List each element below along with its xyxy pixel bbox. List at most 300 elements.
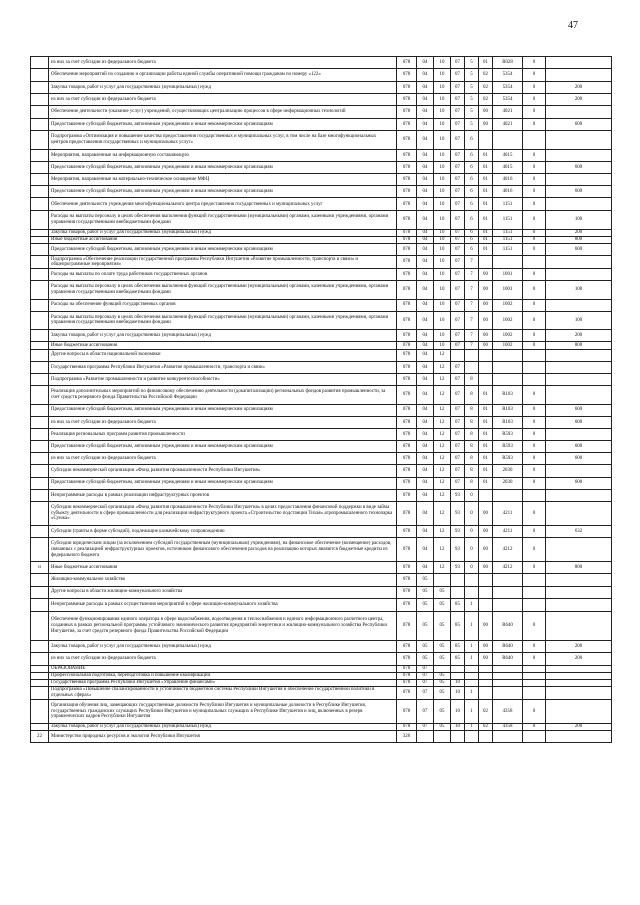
activity-code: 00 [479, 330, 493, 342]
subprogram-code [465, 586, 479, 598]
expense-name: Профессиональная подготовка, переподготовка и повышение квалификации [49, 672, 397, 679]
ministry-code: 078 [397, 611, 417, 641]
direction-code [493, 489, 523, 501]
extra-code: 0 [523, 502, 546, 526]
subprogram-code [465, 574, 479, 586]
section-code: 04 [417, 81, 434, 93]
budget-table-body [31, 57, 612, 743]
extra-code: 0 [523, 269, 546, 281]
subsection-code: 10 [434, 244, 451, 256]
direction-code: 4016 [493, 174, 523, 186]
row-index [31, 386, 49, 404]
subsection-code: 12 [434, 349, 451, 361]
row-index [31, 679, 49, 686]
activity-code [479, 574, 493, 586]
extra-code: 0 [523, 428, 546, 440]
expense-name: Подпрограмма «Оптимизация и повышение качества предоставления государственных и муниципальных услуг, в том числе на базе многофункциональных центров предоставления государственных и муниципальных услуг» [49, 131, 397, 149]
ministry-code: 078 [397, 174, 417, 186]
row-index [31, 665, 49, 672]
ministry-code: 078 [397, 453, 417, 465]
expense-type-code [546, 131, 612, 149]
table-row [31, 211, 612, 229]
direction-code: 1151 [493, 244, 523, 256]
table-row [31, 106, 612, 119]
subsection-code: 05 [434, 653, 451, 665]
subprogram-code: 0 [465, 526, 479, 538]
program-code: 10 [451, 687, 465, 700]
table-row [31, 731, 612, 743]
extra-code [523, 665, 546, 672]
activity-code [479, 361, 493, 373]
activity-code: 02 [479, 723, 493, 730]
ministry-code: 078 [397, 665, 417, 672]
row-index [31, 174, 49, 186]
activity-code: 02 [479, 94, 493, 106]
extra-code: 0 [523, 342, 546, 349]
extra-code: 0 [523, 723, 546, 730]
section-code: 04 [417, 244, 434, 256]
ministry-code: 078 [397, 465, 417, 477]
table-row [31, 349, 612, 361]
subprogram-code: 5 [465, 69, 479, 82]
section-code: 04 [417, 256, 434, 269]
row-index [31, 416, 49, 428]
table-row [31, 489, 612, 501]
subsection-code: 12 [434, 428, 451, 440]
expense-name: Расходы на выплаты по оплате труда работников государственных органов [49, 269, 397, 281]
direction-code: 4015 [493, 149, 523, 161]
ministry-code: 078 [397, 687, 417, 700]
expense-name: Мероприятия, направленные на информационную составляющую [49, 149, 397, 161]
row-index [31, 477, 49, 489]
subprogram-code: 5 [465, 119, 479, 131]
section-code: 04 [417, 299, 434, 311]
direction-code: 2030 [493, 477, 523, 489]
expense-type-code [546, 69, 612, 82]
expense-name: Подпрограмма «Обеспечение реализации государственной программы Республики Ингушетия «Развитие промышленности, транспорта и связи» и общепрограммные мероприятия» [49, 256, 397, 269]
direction-code: 1001 [493, 281, 523, 299]
ministry-code: 078 [397, 57, 417, 69]
expense-name: Субсидии некоммерческой организации «Фонд развития промышленности Республики Ингушетия» в целях предоставления финансовой поддержки в виде займа субъекту деятельности в сфере промышленности для реализации инфраструктурного проекта «Строительство подстанции Тихая» агропромышленного технопарка «Сунжа» [49, 502, 397, 526]
ministry-code: 078 [397, 244, 417, 256]
extra-code: 0 [523, 81, 546, 93]
table-row [31, 699, 612, 723]
expense-type-code: 100 [546, 211, 612, 229]
row-index [31, 161, 49, 173]
subsection-code: 05 [434, 679, 451, 686]
section-code: 04 [417, 477, 434, 489]
expense-type-code: 600 [546, 161, 612, 173]
activity-code: 01 [479, 428, 493, 440]
program-code: 07 [451, 81, 465, 93]
direction-code [493, 256, 523, 269]
direction-code [493, 672, 523, 679]
expense-name: Государственная программа Республики Ингушетия «Управление финансами» [49, 679, 397, 686]
direction-code: 4212 [493, 538, 523, 562]
section-code: 07 [417, 672, 434, 679]
program-code: 07 [451, 57, 465, 69]
expense-type-code [546, 731, 612, 743]
section-code: 07 [417, 699, 434, 723]
table-row [31, 538, 612, 562]
row-index [31, 687, 49, 700]
section-code: 05 [417, 641, 434, 653]
extra-code: 0 [523, 281, 546, 299]
row-index [31, 281, 49, 299]
subsection-code: 10 [434, 149, 451, 161]
subsection-code: 10 [434, 211, 451, 229]
page-number: 47 [568, 20, 578, 31]
section-code: 04 [417, 538, 434, 562]
direction-code: R640 [493, 641, 523, 653]
subsection-code: 12 [434, 386, 451, 404]
expense-type-code: 600 [546, 441, 612, 453]
extra-code: 0 [523, 330, 546, 342]
budget-table [30, 56, 612, 743]
direction-code [493, 679, 523, 686]
subsection-code: 05 [434, 641, 451, 653]
expense-name: Расходы на выплаты персоналу в целях обеспечения выполнения функций государственными (муниципальными) органами, казенными учреждениями, органами управления государственными внебюджетными фондами [49, 281, 397, 299]
section-code: 04 [417, 386, 434, 404]
expense-name: Закупка товаров, работ и услуг для государственных (муниципальных) нужд [49, 81, 397, 93]
section-code: 04 [417, 361, 434, 373]
section-code: 04 [417, 69, 434, 82]
subsection-code: 10 [434, 57, 451, 69]
subprogram-code: 1 [465, 653, 479, 665]
extra-code: 0 [523, 57, 546, 69]
expense-type-code: 100 [546, 311, 612, 329]
activity-code: 00 [479, 119, 493, 131]
expense-name: из них за счет субсидии из федерального бюджета [49, 653, 397, 665]
ministry-code: 078 [397, 186, 417, 198]
subsection-code: 10 [434, 69, 451, 82]
expense-type-code: 600 [546, 477, 612, 489]
subprogram-code: 6 [465, 244, 479, 256]
direction-code: 5354 [493, 94, 523, 106]
expense-type-code [546, 465, 612, 477]
program-code: 85 [451, 611, 465, 641]
program-code: 07 [451, 428, 465, 440]
direction-code: 1001 [493, 269, 523, 281]
expense-type-code: 600 [546, 453, 612, 465]
expense-type-code: 600 [546, 244, 612, 256]
expense-name: из них за счет субсидии из федерального бюджета [49, 416, 397, 428]
extra-code: 0 [523, 477, 546, 489]
table-row [31, 119, 612, 131]
activity-code: 00 [479, 641, 493, 653]
subsection-code: 12 [434, 373, 451, 385]
table-row [31, 269, 612, 281]
expense-type-code [546, 538, 612, 562]
program-code: 07 [451, 269, 465, 281]
expense-type-code [546, 174, 612, 186]
ministry-code: 078 [397, 477, 417, 489]
subprogram-code: 7 [465, 342, 479, 349]
table-row [31, 598, 612, 611]
subprogram-code: 7 [465, 330, 479, 342]
subprogram-code: 6 [465, 211, 479, 229]
expense-name: Подпрограмма «Повышение сбалансированности и устойчивости бюджетной системы Республики Ингушетия и обеспечение государственной политики в отдельных сферах» [49, 687, 397, 700]
expense-name: Расходы на обеспечение функций государственных органов [49, 299, 397, 311]
ministry-code: 078 [397, 679, 417, 686]
subprogram-code: 8 [465, 465, 479, 477]
subprogram-code: 6 [465, 131, 479, 149]
subprogram-code [465, 672, 479, 679]
direction-code: 4021 [493, 119, 523, 131]
expense-type-code: 600 [546, 119, 612, 131]
subprogram-code: 8 [465, 404, 479, 416]
program-code: 07 [451, 404, 465, 416]
subsection-code: 10 [434, 94, 451, 106]
expense-name: Обеспечение функционирования единого оператора в сфере водоснабжения, водоотведения и теплоснабжения и единого информационного расчетного центра, созданных в рамках региональной программы устойчивого экономического развития предприятий энергетики и жилищно-коммунального хозяйства Республики Ингушетия, за счет средств резервного фонда Правительства Российской Федерации [49, 611, 397, 641]
expense-type-code [546, 428, 612, 440]
activity-code: 01 [479, 404, 493, 416]
activity-code: 01 [479, 229, 493, 236]
program-code: 07 [451, 229, 465, 236]
table-row [31, 428, 612, 440]
extra-code [523, 361, 546, 373]
expense-type-code [546, 672, 612, 679]
extra-code [523, 349, 546, 361]
program-code: 93 [451, 502, 465, 526]
section-code: 04 [417, 229, 434, 236]
ministry-code: 078 [397, 489, 417, 501]
expense-name: Субсидии некоммерческой организации «Фонд развития промышленности Республики Ингушетия» [49, 465, 397, 477]
program-code: 07 [451, 69, 465, 82]
ministry-code: 078 [397, 94, 417, 106]
row-index [31, 69, 49, 82]
activity-code: 01 [479, 236, 493, 243]
extra-code [523, 586, 546, 598]
expense-name: Жилищно-коммунальное хозяйство [49, 574, 397, 586]
section-code: 04 [417, 161, 434, 173]
activity-code: 00 [479, 311, 493, 329]
program-code: 07 [451, 453, 465, 465]
activity-code [479, 256, 493, 269]
ministry-code: 078 [397, 106, 417, 119]
section-code: 04 [417, 373, 434, 385]
section-code: 04 [417, 198, 434, 211]
direction-code: R593 [493, 453, 523, 465]
section-code: 04 [417, 281, 434, 299]
activity-code: 01 [479, 465, 493, 477]
activity-code: 01 [479, 386, 493, 404]
activity-code: 01 [479, 441, 493, 453]
extra-code: 0 [523, 244, 546, 256]
direction-code: 1002 [493, 342, 523, 349]
ministry-code: 078 [397, 598, 417, 611]
direction-code: 1002 [493, 299, 523, 311]
row-index [31, 149, 49, 161]
table-row [31, 526, 612, 538]
subsection-code: 12 [434, 416, 451, 428]
row-index [31, 465, 49, 477]
section-code: 04 [417, 342, 434, 349]
subsection-code: 10 [434, 186, 451, 198]
expense-type-code [546, 386, 612, 404]
table-row [31, 361, 612, 373]
section-code: 04 [417, 94, 434, 106]
expense-type-code [546, 574, 612, 586]
direction-code [493, 731, 523, 743]
row-index [31, 489, 49, 501]
activity-code [479, 373, 493, 385]
direction-code [493, 373, 523, 385]
subsection-code: 10 [434, 256, 451, 269]
activity-code [479, 598, 493, 611]
expense-name: Обеспечение деятельности (оказание услуг) учреждений, осуществляющих централизацию процессов в сфере информационных технологий [49, 106, 397, 119]
program-code: 93 [451, 489, 465, 501]
expense-name: из них за счет субсидии из федерального бюджета [49, 57, 397, 69]
table-row [31, 562, 612, 574]
table-row [31, 186, 612, 198]
expense-name: Субсидии (гранты в форме субсидий), подлежащие казначейскому сопровождению [49, 526, 397, 538]
table-row [31, 653, 612, 665]
activity-code: 01 [479, 244, 493, 256]
expense-type-code [546, 256, 612, 269]
row-index [31, 131, 49, 149]
direction-code [493, 131, 523, 149]
program-code: 07 [451, 465, 465, 477]
activity-code: 01 [479, 186, 493, 198]
subsection-code: 12 [434, 477, 451, 489]
section-code: 04 [417, 453, 434, 465]
direction-code: 5354 [493, 69, 523, 82]
program-code: 07 [451, 186, 465, 198]
row-index [31, 269, 49, 281]
extra-code: 0 [523, 161, 546, 173]
extra-code: 0 [523, 453, 546, 465]
activity-code: 00 [479, 299, 493, 311]
program-code: 93 [451, 538, 465, 562]
program-code: 07 [451, 211, 465, 229]
program-code: 10 [451, 699, 465, 723]
program-code: 93 [451, 526, 465, 538]
direction-code: R593 [493, 441, 523, 453]
table-row [31, 131, 612, 149]
row-index [31, 299, 49, 311]
row-index [31, 330, 49, 342]
expense-type-code [546, 502, 612, 526]
subsection-code: 05 [434, 723, 451, 730]
expense-name: из них за счет субсидии из федерального бюджета [49, 94, 397, 106]
subsection-code: 10 [434, 131, 451, 149]
subprogram-code: 8 [465, 428, 479, 440]
row-index [31, 342, 49, 349]
extra-code: 0 [523, 465, 546, 477]
subprogram-code: 0 [465, 538, 479, 562]
activity-code: 00 [479, 653, 493, 665]
ministry-code: 078 [397, 269, 417, 281]
program-code [451, 665, 465, 672]
ministry-code: 078 [397, 699, 417, 723]
ministry-code: 078 [397, 119, 417, 131]
table-row [31, 404, 612, 416]
subprogram-code: 5 [465, 94, 479, 106]
expense-type-code [546, 489, 612, 501]
subsection-code: 12 [434, 502, 451, 526]
activity-code: 00 [479, 611, 493, 641]
expense-name: Мероприятия, направленные на материально-техническое оснащение МФЦ [49, 174, 397, 186]
direction-code: 4211 [493, 526, 523, 538]
subprogram-code: 8 [465, 416, 479, 428]
section-code: 04 [417, 330, 434, 342]
row-index [31, 349, 49, 361]
ministry-code: 078 [397, 236, 417, 243]
table-row [31, 672, 612, 679]
subprogram-code: 1 [465, 598, 479, 611]
row-index [31, 574, 49, 586]
subprogram-code: 8 [465, 386, 479, 404]
ministry-code: 078 [397, 229, 417, 236]
subprogram-code: 1 [465, 699, 479, 723]
subsection-code [434, 574, 451, 586]
table-row [31, 611, 612, 641]
expense-type-code: 800 [546, 236, 612, 243]
extra-code: 0 [523, 653, 546, 665]
subprogram-code: 5 [465, 57, 479, 69]
program-code [451, 574, 465, 586]
program-code [451, 586, 465, 598]
table-row [31, 687, 612, 700]
program-code: 07 [451, 330, 465, 342]
expense-type-code [546, 611, 612, 641]
direction-code: R103 [493, 404, 523, 416]
direction-code: 4212 [493, 562, 523, 574]
expense-name: Реализация региональных программ развития промышленности [49, 428, 397, 440]
row-index [31, 502, 49, 526]
activity-code: 01 [479, 57, 493, 69]
extra-code [523, 672, 546, 679]
subsection-code: 12 [434, 441, 451, 453]
ministry-code: 078 [397, 198, 417, 211]
expense-name: Предоставление субсидий бюджетным, автономным учреждениям и иным некоммерческим организациям [49, 186, 397, 198]
subsection-code: 10 [434, 119, 451, 131]
row-index [31, 81, 49, 93]
expense-name: Другие вопросы в области национальной экономики [49, 349, 397, 361]
ministry-code: 078 [397, 69, 417, 82]
row-index: 22 [31, 731, 49, 743]
direction-code: 1002 [493, 330, 523, 342]
program-code: 07 [451, 106, 465, 119]
section-code: 04 [417, 269, 434, 281]
row-index [31, 119, 49, 131]
ministry-code: 078 [397, 526, 417, 538]
table-row [31, 386, 612, 404]
section-code: 07 [417, 687, 434, 700]
subsection-code: 12 [434, 538, 451, 562]
expense-name: Закупка товаров, работ и услуг для государственных (муниципальных) нужд [49, 229, 397, 236]
row-index [31, 57, 49, 69]
program-code: 07 [451, 386, 465, 404]
subsection-code [434, 731, 451, 743]
ministry-code: 078 [397, 281, 417, 299]
activity-code: 01 [479, 416, 493, 428]
expense-type-code: 800 [546, 562, 612, 574]
subsection-code: 12 [434, 526, 451, 538]
ministry-code: 078 [397, 349, 417, 361]
expense-name: Министерство природных ресурсов и экологии Республики Ингушетия [49, 731, 397, 743]
row-index [31, 586, 49, 598]
activity-code: 01 [479, 149, 493, 161]
subprogram-code: 7 [465, 281, 479, 299]
direction-code: R028 [493, 57, 523, 69]
section-code: 04 [417, 428, 434, 440]
program-code: 07 [451, 244, 465, 256]
program-code: 07 [451, 361, 465, 373]
activity-code [479, 586, 493, 598]
direction-code: 4016 [493, 186, 523, 198]
